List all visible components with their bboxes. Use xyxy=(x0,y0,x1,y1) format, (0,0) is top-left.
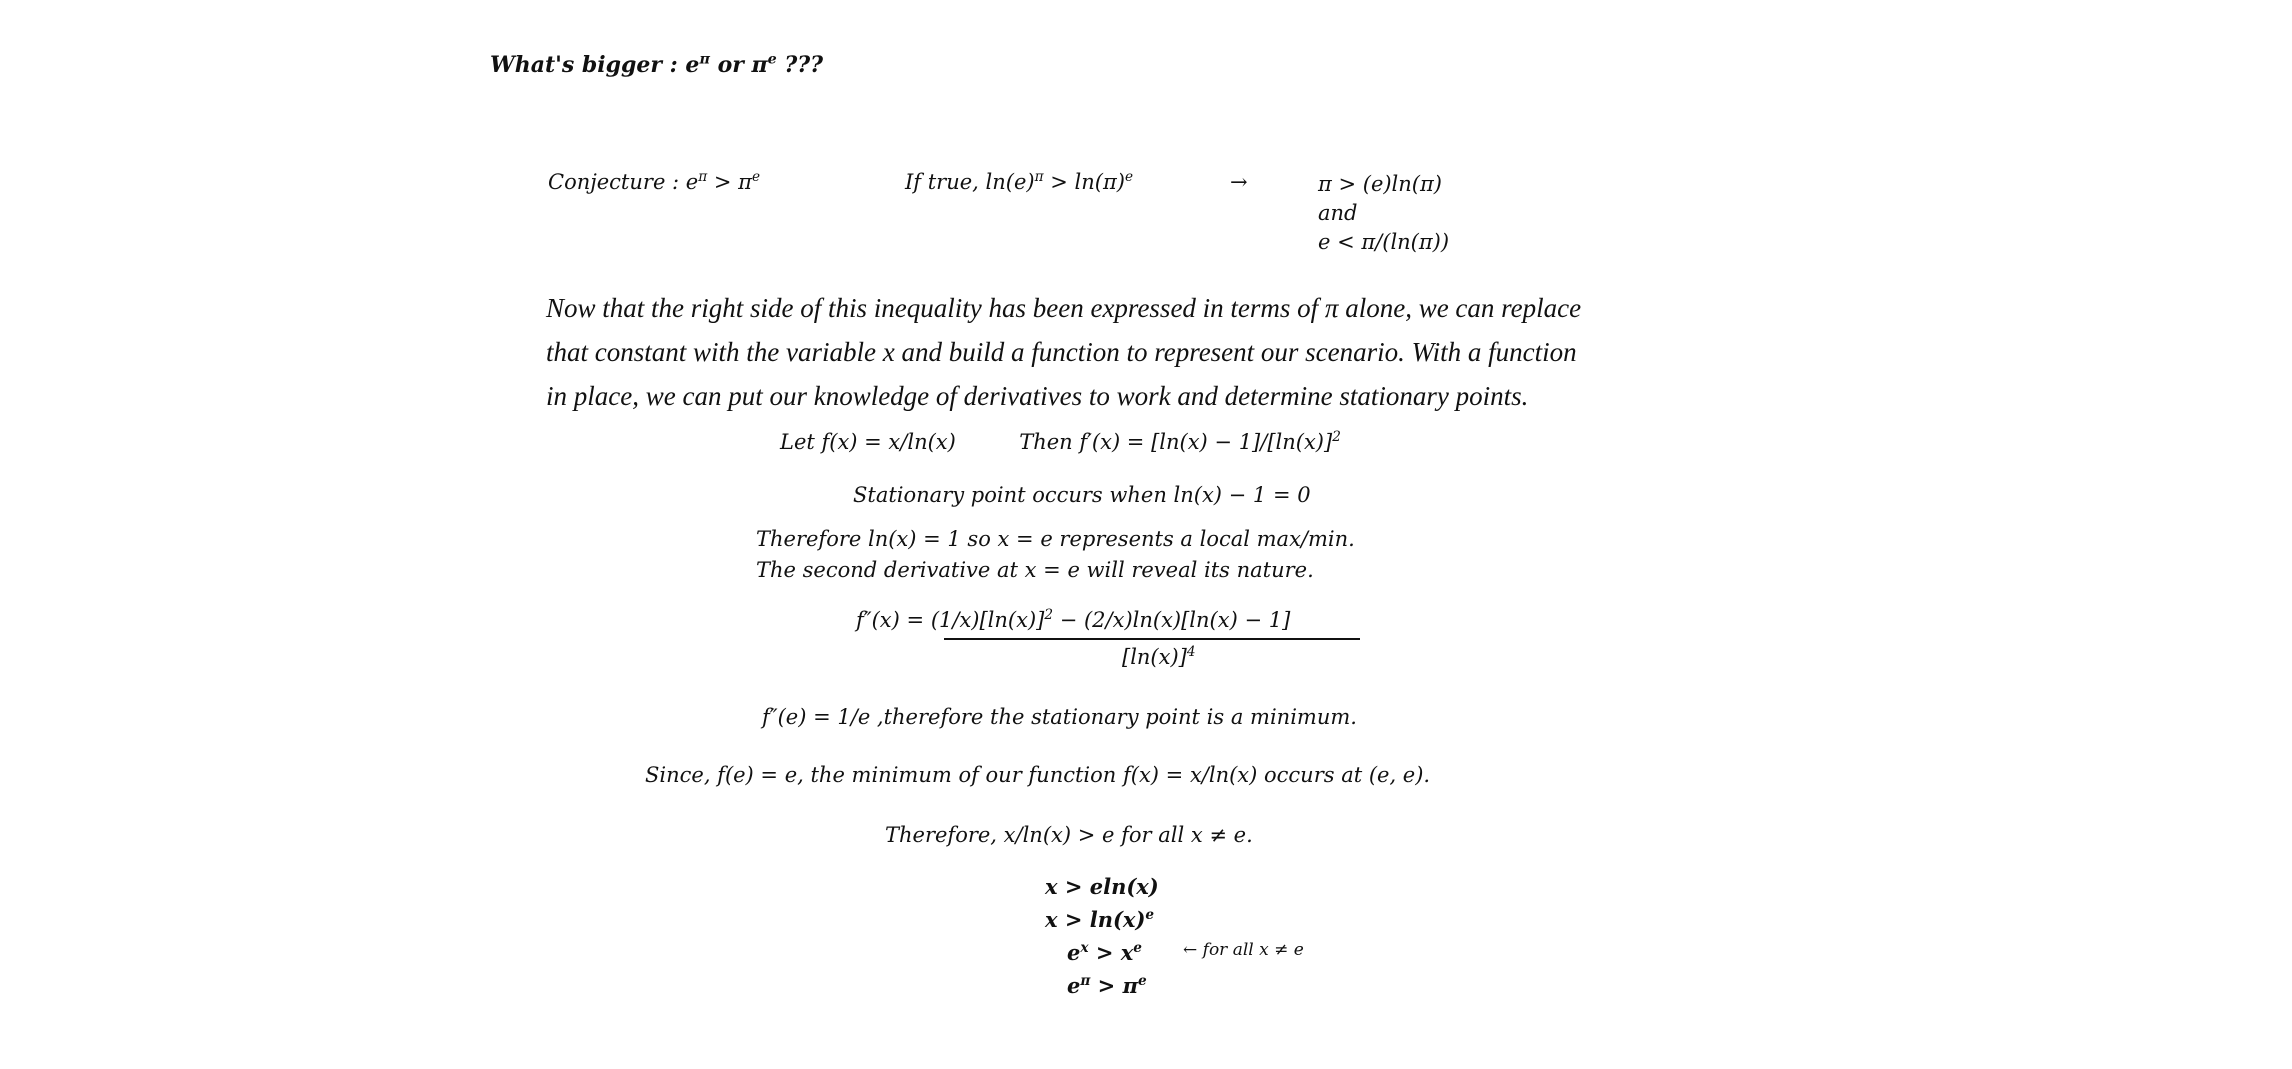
fraction-denominator: $[\ln(x)]^4$ xyxy=(1122,643,1196,669)
side-note: ← for all x ≠ e xyxy=(1183,940,1304,960)
step: $x > \ln(x)^e$ xyxy=(1045,906,1155,932)
fraction-bar xyxy=(944,638,1360,640)
second-derivative-note: The second derivative at x = e will reveal its nature. xyxy=(756,558,1314,582)
since-line: Since, f(e) = e, the minimum of our function f(x) = x/ln(x) occurs at (e, e). xyxy=(645,763,1431,787)
stationary-line: Stationary point occurs when ln(x) − 1 = 0 xyxy=(853,483,1311,507)
if-true-statement: If true, $\ln(e)^\pi > \ln(\pi)^e$ xyxy=(905,168,1134,194)
therefore-final-line: Therefore, x/ln(x) > e for all x ≠ e. xyxy=(885,823,1253,847)
explanation-paragraph: Now that the right side of this inequality has been expressed in terms of π alone, we can replace that constant with the variable x and build a function to represent our scenario. With a function in place, we can put our knowledge of derivatives to work and determine stationary points. xyxy=(546,293,1582,411)
therefore-line: Therefore ln(x) = 1 so x = e represents a local max/min. xyxy=(756,527,1355,551)
step: $e^x > x^e$ xyxy=(1067,939,1142,965)
f2-at-e-line: f″(e) = 1/e ,therefore the stationary point is a minimum. xyxy=(762,705,1357,729)
step: $e^\pi > \pi^e$ xyxy=(1067,972,1147,998)
implications: π > (e)ln(π) and e < π/(ln(π)) xyxy=(1318,172,1450,254)
step: x > eln(x) xyxy=(1045,874,1159,899)
arrow-icon: → xyxy=(1230,170,1248,194)
let-line: Let f(x) = x/ln(x) Then $f'(x) = [\ln(x) - 1]/[\ln(x)]^2$ xyxy=(780,428,1341,454)
derivation-steps xyxy=(1045,870,1159,1002)
second-derivative-formula: $f''(x) = (1/x)[\ln(x)]^2 - (2/x)\ln(x)[\ln(x) - 1]$ xyxy=(856,606,1291,632)
title: What's bigger : $e^\pi$ or $\pi^e$ ??? xyxy=(490,51,824,78)
conjecture: Conjecture : $e^\pi > \pi^e$ xyxy=(548,168,761,194)
